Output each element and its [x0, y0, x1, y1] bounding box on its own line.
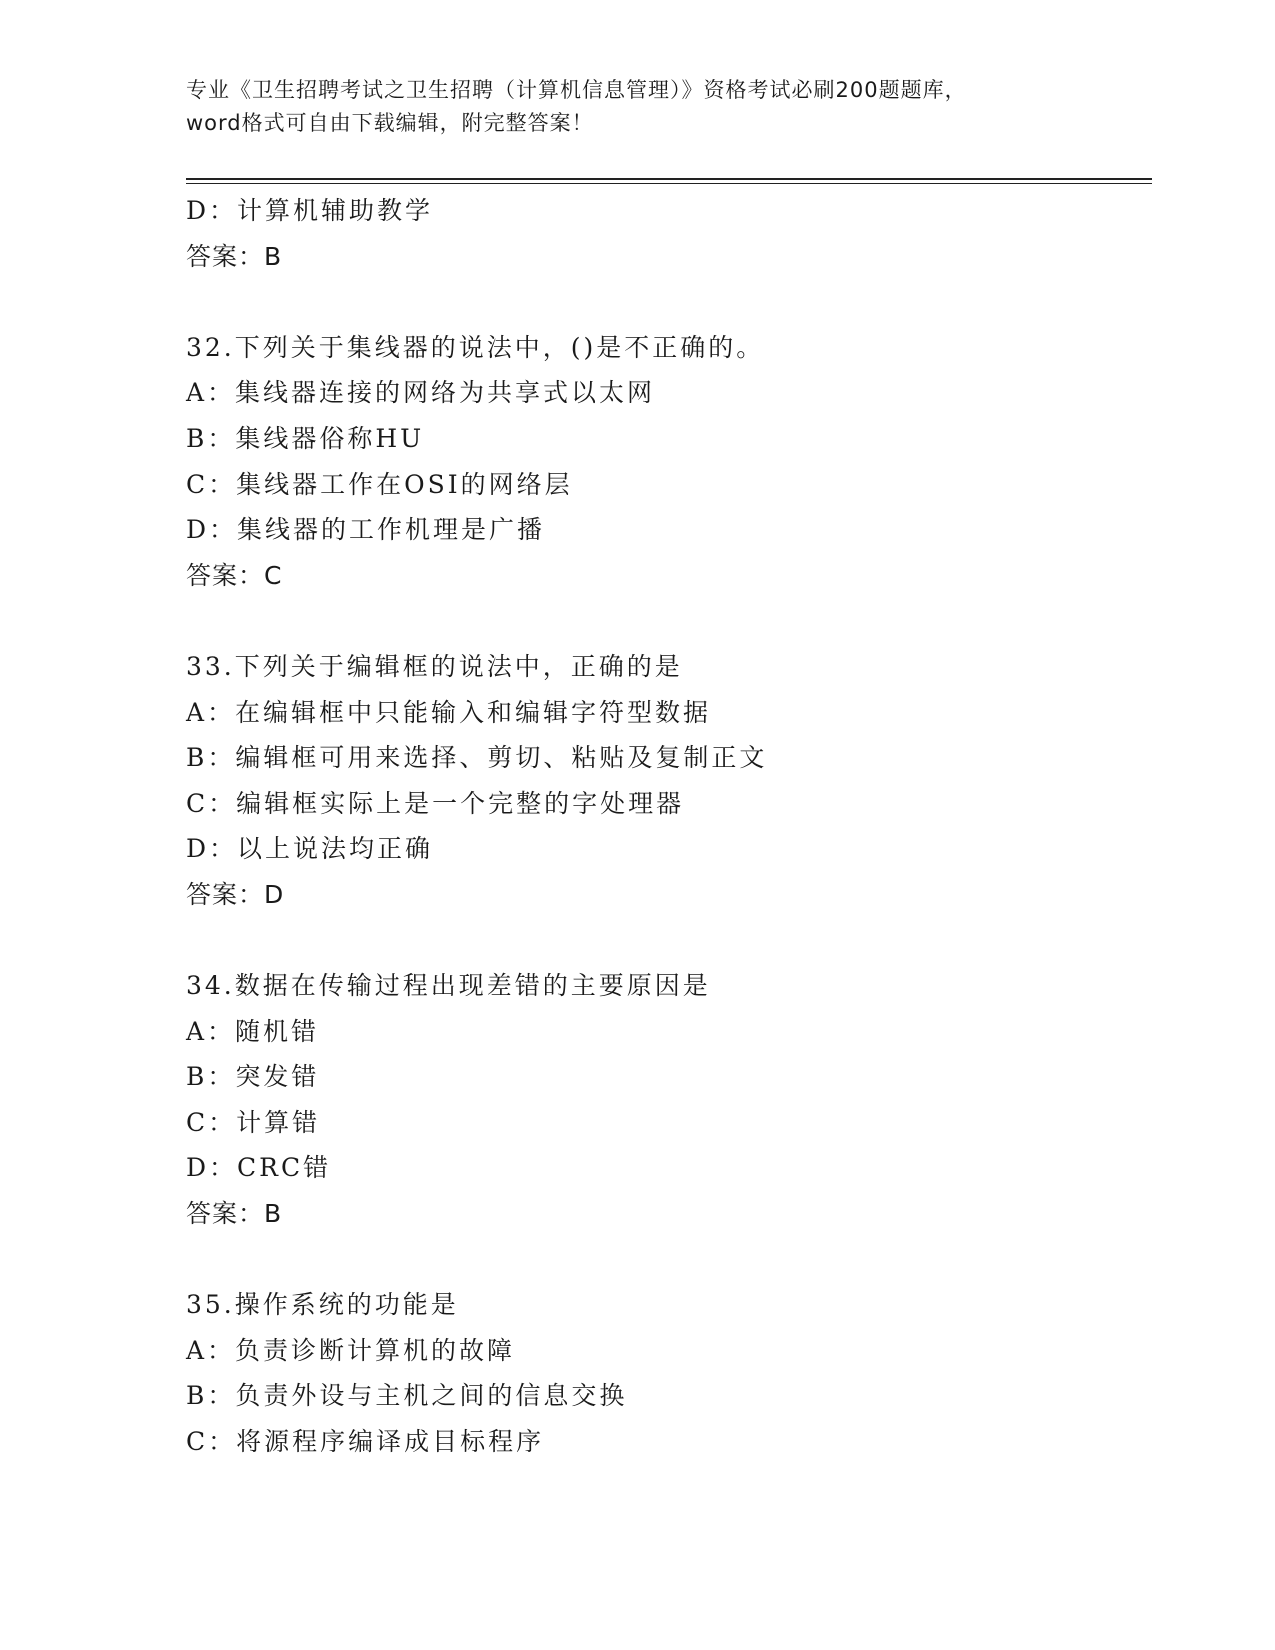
- question-34-option-d: D：CRC错: [186, 1153, 332, 1183]
- question-34-answer: 答案：B: [186, 1199, 283, 1229]
- question-32-option-b: B：集线器俗称HU: [186, 423, 425, 453]
- spacer: [186, 918, 1152, 964]
- header-line-2: word格式可自由下载编辑，附完整答案！: [186, 111, 594, 135]
- question-35-option-a: A：负责诊断计算机的故障: [186, 1335, 516, 1365]
- question-33-option-c: C：编辑框实际上是一个完整的字处理器: [186, 788, 685, 818]
- question-34-option-c: C：计算错: [186, 1107, 321, 1137]
- question-34-option-b: B：突发错: [186, 1062, 320, 1092]
- question-33-option-b: B：编辑框可用来选择、剪切、粘贴及复制正文: [186, 743, 768, 773]
- question-33-answer: 答案：D: [186, 879, 285, 909]
- spacer: [186, 1237, 1152, 1283]
- prev-answer: 答案：B: [186, 241, 283, 271]
- question-list: [186, 188, 1152, 1465]
- header-rule-thin: [186, 183, 1152, 184]
- spacer: [186, 598, 1152, 644]
- question-32-option-c: C：集线器工作在OSI的网络层: [186, 469, 573, 499]
- header-line-1: 专业《卫生招聘考试之卫生招聘（计算机信息管理）》资格考试必刷200题题库，: [186, 78, 967, 102]
- prev-option-d: D：计算机辅助教学: [186, 196, 434, 225]
- question-33-stem: 33.下列关于编辑框的说法中，正确的是: [186, 651, 683, 681]
- question-32-option-a: A：集线器连接的网络为共享式以太网: [186, 378, 656, 408]
- question-32-option-d: D：集线器的工作机理是广播: [186, 515, 546, 545]
- question-34-option-a: A：随机错: [186, 1016, 320, 1046]
- document-header: [186, 74, 1086, 140]
- question-34-stem: 34.数据在传输过程出现差错的主要原因是: [186, 971, 711, 1001]
- question-32-stem: 32.下列关于集线器的说法中，()是不正确的。: [186, 332, 765, 362]
- question-35-option-b: B：负责外设与主机之间的信息交换: [186, 1381, 628, 1411]
- spacer: [186, 279, 1152, 325]
- question-35-stem: 35.操作系统的功能是: [186, 1290, 459, 1320]
- question-35-option-c: C：将源程序编译成目标程序: [186, 1427, 545, 1457]
- question-33-option-a: A：在编辑框中只能输入和编辑字符型数据: [186, 697, 712, 727]
- question-32-answer: 答案：C: [186, 560, 283, 590]
- question-33-option-d: D：以上说法均正确: [186, 834, 434, 864]
- header-rule-thick: [186, 178, 1152, 180]
